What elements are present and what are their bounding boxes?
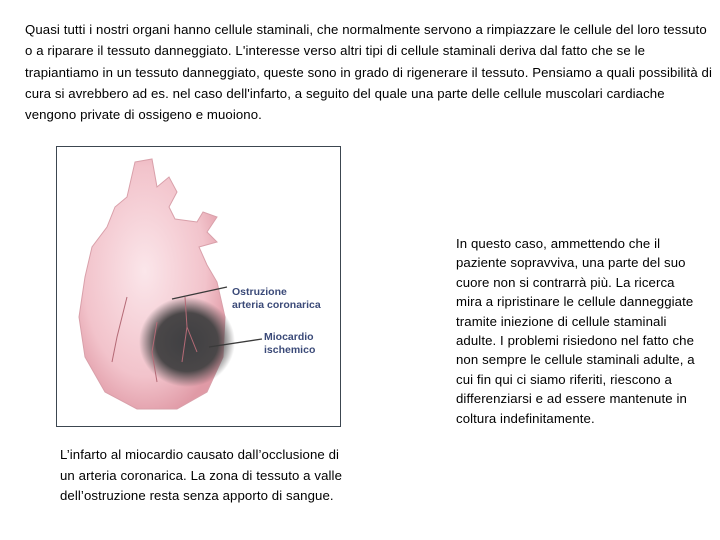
label-ischemic-line2: ischemico	[264, 344, 316, 356]
label-ischemic-line1: Miocardio	[264, 331, 314, 343]
heart-infarction-figure	[56, 146, 341, 427]
label-obstruction	[232, 286, 321, 312]
figure-caption: L’infarto al miocardio causato dall’occlusione di un arteria coronarica. La zona di tessuto a valle dell’ostruzione resta senza apporto di sangue.	[60, 447, 342, 503]
intro-paragraph: Quasi tutti i nostri organi hanno cellule staminali, che normalmente servono a rimpiazzare le cellule del loro tessuto o a riparare il tessuto danneggiato. L'interesse verso altri tipi di cellule staminali deriva dal fatto che se le trapiantiamo in un tessuto danneggiato, queste sono in grado di rigenerare il tessuto. Pensiamo a quali possibilità di cura si avrebbero ad es. nel caso dell'infarto, a seguito del quale una parte delle cellule muscolari cardiache vengono private di ossigeno e muoiono.	[25, 22, 712, 123]
label-obstruction-line2: arteria coronarica	[232, 299, 321, 311]
label-obstruction-line1: Ostruzione	[232, 286, 287, 298]
side-paragraph: In questo caso, ammettendo che il paziente sopravviva, una parte del suo cuore non si contrarrà più. La ricerca mira a ripristinare le cellule danneggiate tramite iniezione di cellule staminali adulte. I problemi risiedono nel fatto che non sempre le cellule staminali adulte, a cui fin qui ci siamo riferiti, riescono a differenziarsi e ad essere mantenute in coltura indefinitamente.	[456, 236, 695, 426]
label-ischemic	[264, 331, 315, 357]
